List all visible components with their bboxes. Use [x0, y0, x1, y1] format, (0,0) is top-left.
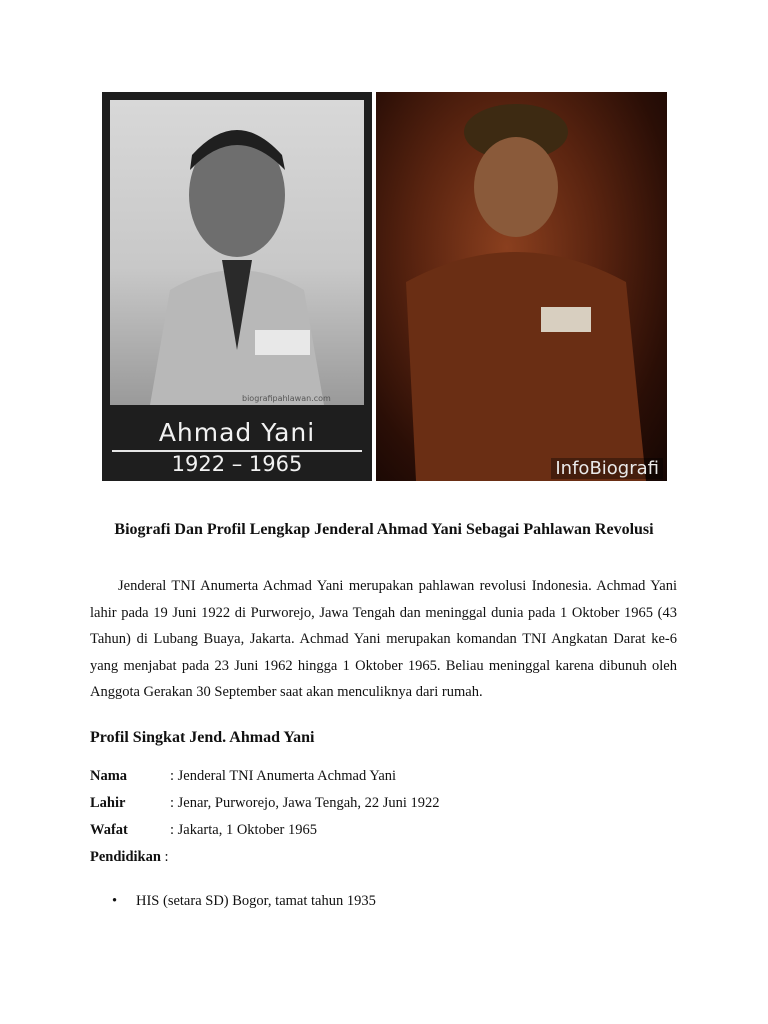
- photo-caption-years: 1922 – 1965: [171, 452, 303, 476]
- profile-value-lahir: : Jenar, Purworejo, Jawa Tengah, 22 Juni 1922: [170, 795, 440, 811]
- portrait-image: [110, 100, 364, 405]
- profile-value-wafat: : Jakarta, 1 Oktober 1965: [170, 822, 317, 838]
- photo-caption-name: Ahmad Yani: [158, 418, 316, 447]
- education-item-text: HIS (setara SD) Bogor, tamat tahun 1935: [136, 893, 376, 909]
- portrait-photo-formal: [102, 92, 372, 481]
- profile-label-pendidikan: [90, 847, 169, 867]
- source-watermark: biografipahlawan.com: [242, 394, 331, 403]
- profile-label-wafat: Wafat: [90, 822, 128, 838]
- portrait-figure-uniform: [376, 92, 667, 481]
- pendidikan-colon: :: [160, 849, 169, 865]
- infobiografi-watermark: InfoBiografi: [551, 458, 663, 479]
- list-item: [112, 891, 376, 911]
- profile-label-nama: Nama: [90, 768, 128, 784]
- pendidikan-label-text: Pendidikan: [90, 849, 161, 865]
- portrait-figure: [110, 100, 364, 405]
- article-title: Biografi Dan Profil Lengkap Jenderal Ahmad Yani Sebagai Pahlawan Revolusi: [114, 521, 654, 538]
- profile-label-lahir: Lahir: [90, 795, 126, 811]
- photo-strip: [102, 92, 667, 481]
- intro-paragraph: Jenderal TNI Anumerta Achmad Yani merupakan pahlawan revolusi Indonesia. Achmad Yani lahir pada 19 Juni 1922 di Purworejo, Jawa Tengah dan meninggal dunia pada 1 Oktober 1965 (43 Tahun) di Lubang Buaya, Jakarta. Achmad Yani merupakan komandan TNI Angkatan Darat ke-6 yang menjabat pada 23 Juni 1962 hingga 1 Oktober 1965. Beliau meninggal karena dibunuh oleh Anggota Gerakan 30 September saat akan menculiknya dari rumah.: [90, 578, 677, 700]
- bullet-icon: •: [112, 893, 118, 909]
- portrait-photo-field-uniform: [376, 92, 667, 481]
- profile-section-heading: Profil Singkat Jend. Ahmad Yani: [90, 729, 315, 746]
- profile-value-nama: : Jenderal TNI Anumerta Achmad Yani: [170, 768, 397, 784]
- education-list: [112, 891, 376, 911]
